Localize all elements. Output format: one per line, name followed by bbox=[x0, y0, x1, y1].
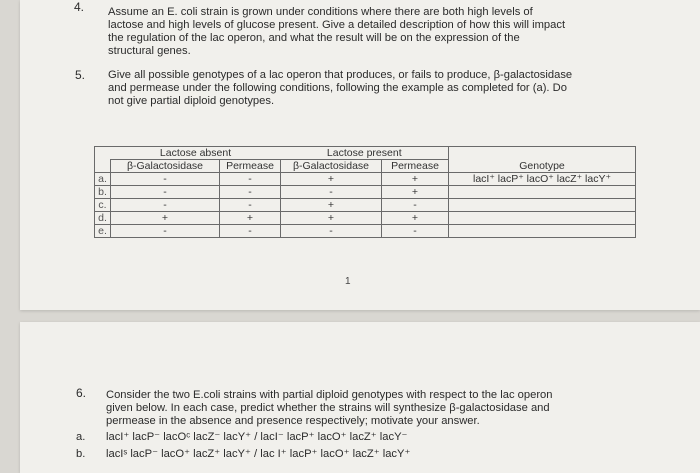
row-label: b. bbox=[95, 186, 111, 199]
q4-number: 4. bbox=[74, 0, 85, 14]
q5-number: 5. bbox=[75, 68, 86, 82]
q6-line: permease in the absence and presence respectively; motivate your answer. bbox=[106, 415, 480, 427]
q6-item-b-text: lacIˢ lacP⁻ lacO⁺ lacZ⁺ lacY⁺ / lac I⁺ lacP⁺ lacO⁺ lacZ⁺ lacY⁺ bbox=[106, 448, 411, 460]
table-row bbox=[95, 212, 636, 225]
genotype-cell bbox=[449, 212, 636, 225]
q5-text bbox=[108, 69, 572, 108]
q4-line: structural genes. bbox=[108, 45, 191, 57]
table-group-header-row bbox=[95, 147, 636, 160]
q6-item-a-text: lacI⁺ lacP⁻ lacOᶜ lacZ⁻ lacY⁺ / lacI⁻ lacP⁺ lacO⁺ lacZ⁺ lacY⁻ bbox=[106, 431, 408, 443]
table-cell: - bbox=[220, 186, 281, 199]
col-header: Permease bbox=[382, 160, 449, 173]
table-cell: - bbox=[111, 173, 220, 186]
table-row bbox=[95, 173, 636, 186]
table-col-header-row bbox=[95, 160, 636, 173]
q6-item-b-label: b. bbox=[76, 448, 86, 460]
row-label: c. bbox=[95, 199, 111, 212]
table-cell: + bbox=[111, 212, 220, 225]
table-cell: - bbox=[281, 225, 382, 238]
table-cell: - bbox=[220, 173, 281, 186]
q6-item-a-label: a. bbox=[76, 431, 86, 443]
genotype-cell: lacI⁺ lacP⁺ lacO⁺ lacZ⁺ lacY⁺ bbox=[449, 173, 636, 186]
q6-text bbox=[106, 389, 553, 428]
col-header: Permease bbox=[220, 160, 281, 173]
table-cell: - bbox=[111, 225, 220, 238]
lactose-absent-header: Lactose absent bbox=[111, 147, 281, 160]
table-cell: + bbox=[382, 212, 449, 225]
row-label: e. bbox=[95, 225, 111, 238]
col-header: β-Galactosidase bbox=[111, 160, 220, 173]
table-cell: - bbox=[382, 225, 449, 238]
table-corner bbox=[95, 147, 111, 160]
q6-line: given below. In each case, predict whether the strains will synthesize β-galactosidase and bbox=[106, 402, 550, 414]
table-row bbox=[95, 199, 636, 212]
q6-number: 6. bbox=[76, 386, 87, 400]
lactose-present-header: Lactose present bbox=[281, 147, 449, 160]
genotype-cell bbox=[449, 225, 636, 238]
table-cell: - bbox=[111, 199, 220, 212]
genotype-table bbox=[94, 146, 636, 238]
table-cell: - bbox=[220, 225, 281, 238]
q6-line: Consider the two E.coli strains with partial diploid genotypes with respect to the lac operon bbox=[106, 389, 553, 401]
col-header-genotype: Genotype bbox=[449, 160, 636, 173]
table-cell: + bbox=[281, 212, 382, 225]
table-cell: - bbox=[382, 199, 449, 212]
q4-text bbox=[108, 6, 565, 58]
table-cell: - bbox=[281, 186, 382, 199]
q5-line: not give partial diploid genotypes. bbox=[108, 95, 275, 107]
genotype-cell bbox=[449, 186, 636, 199]
table-row bbox=[95, 186, 636, 199]
col-header: β-Galactosidase bbox=[281, 160, 382, 173]
q4-line: the regulation of the lac operon, and what the result will be on the expression of the bbox=[108, 32, 520, 44]
table-cell: + bbox=[382, 186, 449, 199]
q4-line: lactose and high levels of glucose present. Give a detailed description of how this will impact bbox=[108, 19, 566, 31]
q4-line: Assume an E. coli strain is grown under conditions where there are both high levels of bbox=[108, 6, 533, 18]
page-number: 1 bbox=[345, 276, 351, 287]
q5-line: Give all possible genotypes of a lac operon that produces, or fails to produce, β-galactosidase bbox=[108, 69, 573, 81]
row-label: d. bbox=[95, 212, 111, 225]
genotype-cell bbox=[449, 199, 636, 212]
table-cell: + bbox=[281, 199, 382, 212]
row-label: a. bbox=[95, 173, 111, 186]
table-label-col bbox=[95, 160, 111, 173]
table-cell: + bbox=[281, 173, 382, 186]
table-cell: + bbox=[382, 173, 449, 186]
table-cell: - bbox=[220, 199, 281, 212]
genotype-header-top bbox=[449, 147, 636, 160]
table-row bbox=[95, 225, 636, 238]
table-cell: + bbox=[220, 212, 281, 225]
table-cell: - bbox=[111, 186, 220, 199]
q5-line: and permease under the following conditions, following the example as completed for (a). Do bbox=[108, 82, 567, 94]
